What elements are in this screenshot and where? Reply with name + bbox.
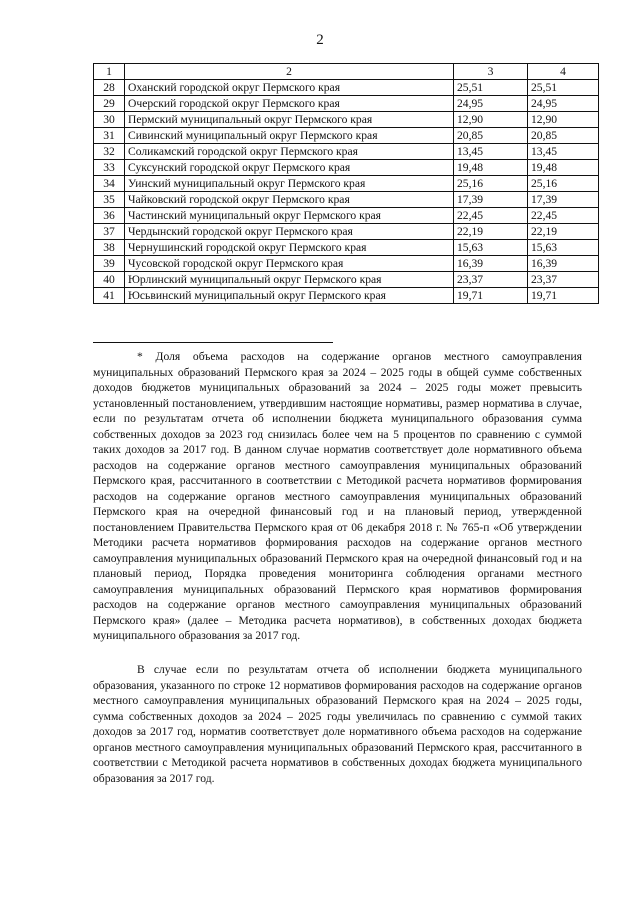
municipality-name: Уинский муниципальный округ Пермского края (125, 176, 454, 192)
table-row (94, 224, 599, 240)
municipality-name: Юрлинский муниципальный округ Пермского края (125, 272, 454, 288)
row-number: 29 (94, 96, 125, 112)
value-col4: 20,85 (528, 128, 599, 144)
value-col4: 12,90 (528, 112, 599, 128)
municipality-name: Юсьвинский муниципальный округ Пермского края (125, 288, 454, 304)
municipality-name: Чердынский городской округ Пермского края (125, 224, 454, 240)
value-col4: 22,19 (528, 224, 599, 240)
table-row (94, 240, 599, 256)
row-number: 41 (94, 288, 125, 304)
value-col3: 23,37 (454, 272, 528, 288)
value-col4: 23,37 (528, 272, 599, 288)
page-number: 2 (316, 32, 324, 48)
value-col3: 20,85 (454, 128, 528, 144)
table-row (94, 192, 599, 208)
value-col3: 24,95 (454, 96, 528, 112)
table-row (94, 128, 599, 144)
table-row (94, 96, 599, 112)
value-col4: 25,51 (528, 80, 599, 96)
row-number: 28 (94, 80, 125, 96)
footnote-paragraph: * Доля объема расходов на содержание органов местного самоуправления муниципальных образований Пермского края за 2024 – 2025 годы в общей сумме собственных доходов бюджетов муниципальных образований за 2024 – 2025 годы может превысить установленный постановлением, утвердившим настоящие нормативы, размер норматива в случае, если по результатам отчета об исполнении бюджета муниципального образования сумма собственных доходов за 2023 год снизилась более чем на 5 процентов по сравнению с суммой таких доходов за 2017 год. В данном случае норматив соответствует доле нормативного объема расходов на содержание органов местного самоуправления муниципальных образований Пермского края, рассчитанного в соответствии с Методикой расчета нормативов формирования расходов на содержание органов местного самоуправления муниципальных образований Пермского края на очередной финансовый год и на плановый период, утвержденной постановлением Правительства Пермского края от 06 декабря 2018 г. № 765-п «Об утверждении Методики расчета нормативов формирования расходов на содержание органов местного самоуправления муниципальных образований Пермского края на очередной финансовый год и на плановый период, Порядка проведения мониторинга соблюдения органами местного самоуправления муниципальных образований Пермского края нормативов формирования расходов на содержание органов местного самоуправления муниципальных образований Пермского края» (далее – Методика расчета нормативов), в собственных доходах бюджета муниципального образования за 2017 год. (93, 350, 582, 642)
row-number: 30 (94, 112, 125, 128)
row-number: 37 (94, 224, 125, 240)
value-col4: 15,63 (528, 240, 599, 256)
municipality-name: Соликамский городской округ Пермского края (125, 144, 454, 160)
value-col3: 16,39 (454, 256, 528, 272)
value-col3: 22,45 (454, 208, 528, 224)
table-row (94, 144, 599, 160)
municipality-name: Чайковский городской округ Пермского края (125, 192, 454, 208)
row-number: 32 (94, 144, 125, 160)
table-row (94, 160, 599, 176)
value-col3: 12,90 (454, 112, 528, 128)
value-col3: 15,63 (454, 240, 528, 256)
table-row (94, 112, 599, 128)
row-number: 39 (94, 256, 125, 272)
column-header: 1 (94, 64, 125, 80)
municipality-name: Очерский городской округ Пермского края (125, 96, 454, 112)
footnote-paragraph: В случае если по результатам отчета об исполнении бюджета муниципального образования, указанного по строке 12 нормативов формирования расходов на содержание органов местного самоуправления муниципальных образований Пермского края на 2024 – 2025 годы, сумма собственных доходов за 2024 – 2025 годы увеличилась по сравнению с суммой таких доходов за 2017 год, норматив соответствует доле нормативного объема расходов на содержание органов местного самоуправления муниципальных образований Пермского края, рассчитанного в соответствии с Методикой расчета нормативов в собственных доходах бюджета муниципального образования за 2017 год. (93, 663, 582, 785)
value-col4: 25,16 (528, 176, 599, 192)
value-col3: 25,16 (454, 176, 528, 192)
value-col4: 19,48 (528, 160, 599, 176)
value-col3: 25,51 (454, 80, 528, 96)
row-number: 36 (94, 208, 125, 224)
column-header: 3 (454, 64, 528, 80)
row-number: 33 (94, 160, 125, 176)
table-row (94, 256, 599, 272)
municipality-name: Оханский городской округ Пермского края (125, 80, 454, 96)
value-col3: 17,39 (454, 192, 528, 208)
table-row (94, 272, 599, 288)
municipality-name: Чусовской городской округ Пермского края (125, 256, 454, 272)
row-number: 38 (94, 240, 125, 256)
row-number: 31 (94, 128, 125, 144)
column-header: 2 (125, 64, 454, 80)
table-row (94, 176, 599, 192)
table-row (94, 208, 599, 224)
row-number: 35 (94, 192, 125, 208)
value-col3: 22,19 (454, 224, 528, 240)
municipality-name: Пермский муниципальный округ Пермского края (125, 112, 454, 128)
table-header-row (94, 64, 599, 80)
municipality-name: Сивинский муниципальный округ Пермского края (125, 128, 454, 144)
value-col3: 13,45 (454, 144, 528, 160)
value-col4: 16,39 (528, 256, 599, 272)
municipality-name: Частинский муниципальный округ Пермского края (125, 208, 454, 224)
municipality-name: Суксунский городской округ Пермского края (125, 160, 454, 176)
municipality-name: Чернушинский городской округ Пермского края (125, 240, 454, 256)
table-row (94, 80, 599, 96)
row-number: 34 (94, 176, 125, 192)
value-col4: 17,39 (528, 192, 599, 208)
value-col4: 19,71 (528, 288, 599, 304)
column-header: 4 (528, 64, 599, 80)
value-col4: 22,45 (528, 208, 599, 224)
footnote-separator (93, 342, 333, 343)
table-row (94, 288, 599, 304)
value-col3: 19,48 (454, 160, 528, 176)
value-col4: 24,95 (528, 96, 599, 112)
value-col3: 19,71 (454, 288, 528, 304)
normatives-table (93, 63, 599, 304)
row-number: 40 (94, 272, 125, 288)
value-col4: 13,45 (528, 144, 599, 160)
